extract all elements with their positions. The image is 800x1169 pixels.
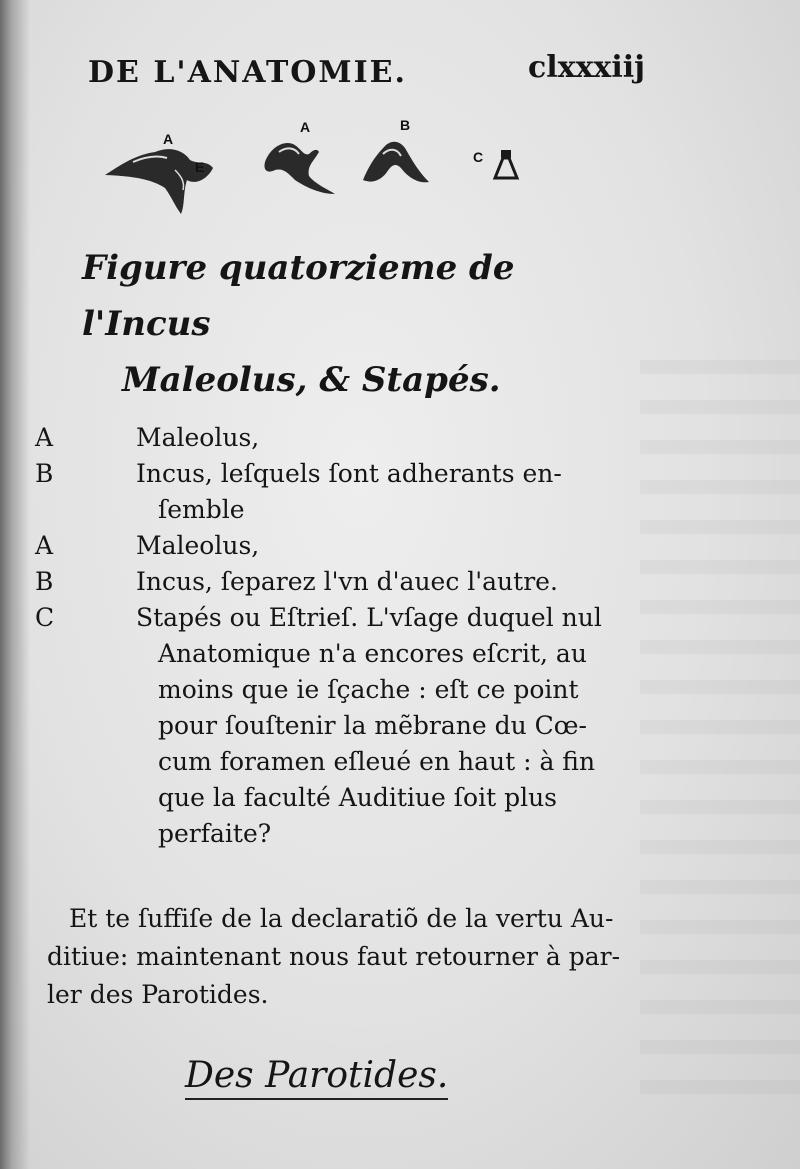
legend-line: que la faculté Auditiue ſoit plus bbox=[158, 783, 557, 812]
fig-label-a2: A bbox=[300, 119, 311, 135]
legend-line: ſemble bbox=[158, 495, 245, 524]
fig-label-b: B bbox=[400, 117, 411, 133]
legend-text bbox=[136, 600, 614, 852]
legend-entry bbox=[0, 600, 640, 852]
show-through bbox=[640, 360, 800, 1120]
paragraph-line: Et te ſuffiſe de la declaratiõ de la vertu Au- bbox=[69, 904, 614, 933]
fig-label-a1: A bbox=[163, 131, 174, 147]
legend-line: Incus, ſeparez l'vn d'auec l'autre. bbox=[136, 567, 558, 596]
paragraph-line: ditiue: maintenant nous faut retourner à par- bbox=[47, 942, 621, 971]
figure-stapes bbox=[495, 150, 517, 178]
legend-line: perfaite? bbox=[158, 819, 272, 848]
legend-letter: A bbox=[35, 531, 54, 560]
folio-number: clxxxiij bbox=[528, 50, 645, 85]
legend-text bbox=[136, 564, 614, 600]
running-title: DE L'ANATOMIE. bbox=[88, 55, 407, 90]
ossicles-figure bbox=[95, 110, 535, 225]
legend-line: Stapés ou Eſtrieſ. L'vſage duquel nul bbox=[136, 603, 602, 632]
legend-text bbox=[136, 528, 614, 564]
section-heading: Des Parotides. bbox=[185, 1055, 448, 1100]
legend-line: Anatomique n'a encores eſcrit, au bbox=[158, 639, 587, 668]
legend-line: Incus, leſquels ſont adherants en- bbox=[136, 459, 562, 488]
legend-entry bbox=[0, 564, 640, 600]
figure-title-line-2: Maleolus, & Stapés. bbox=[122, 360, 501, 400]
legend-entry bbox=[0, 420, 640, 456]
legend-line: cum foramen eſleué en haut : à fin bbox=[158, 747, 596, 776]
legend-text bbox=[136, 420, 614, 456]
figure-incus bbox=[363, 142, 429, 183]
fig-label-c: C bbox=[473, 149, 484, 165]
figure-legend bbox=[0, 420, 640, 852]
legend-line: moins que ie ſçache : eſt ce point bbox=[158, 675, 579, 704]
legend-line: Maleolus, bbox=[136, 531, 260, 560]
paragraph-line: ler des Parotides. bbox=[47, 980, 269, 1009]
legend-line: Maleolus, bbox=[136, 423, 260, 452]
legend-text bbox=[136, 456, 614, 528]
figure-title bbox=[82, 240, 642, 408]
figure-title-line-1: Figure quatorzieme de l'Incus bbox=[82, 248, 515, 344]
figure-malleus bbox=[264, 143, 335, 194]
legend-letter: A bbox=[35, 423, 54, 452]
legend-letter: B bbox=[35, 567, 54, 596]
fig-label-e: E bbox=[195, 159, 205, 175]
legend-letter: B bbox=[35, 459, 54, 488]
legend-line: pour ſouſtenir la mẽbrane du Cœ- bbox=[158, 711, 587, 740]
body-paragraph bbox=[47, 900, 625, 1014]
legend-entry bbox=[0, 456, 640, 528]
legend-letter: C bbox=[35, 603, 55, 632]
legend-entry bbox=[0, 528, 640, 564]
